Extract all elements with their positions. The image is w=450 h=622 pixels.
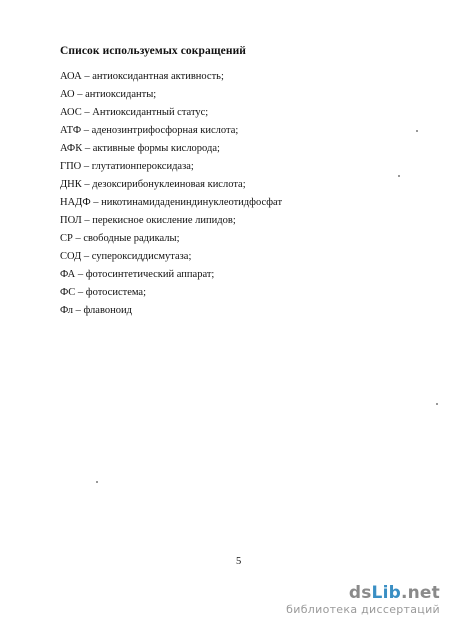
scan-speck bbox=[96, 481, 98, 483]
list-item: ГПО – глутатионпероксидаза; bbox=[60, 161, 194, 172]
list-item: СР – свободные радикалы; bbox=[60, 233, 180, 244]
list-item: ФС – фотосистема; bbox=[60, 287, 147, 298]
scan-speck bbox=[416, 130, 418, 132]
abbreviation-list bbox=[60, 68, 420, 320]
page-title: Список используемых сокращений bbox=[60, 45, 247, 57]
watermark-logo bbox=[286, 583, 440, 603]
watermark-logo-part: ds bbox=[348, 583, 372, 603]
list-item: АФК – активные формы кислорода; bbox=[60, 143, 220, 154]
list-item: АО – антиоксиданты; bbox=[60, 89, 157, 100]
scan-speck bbox=[436, 403, 438, 405]
list-item: АОА – антиоксидантная активность; bbox=[60, 71, 224, 82]
list-item: НАДФ – никотинамидадениндинуклеотидфосфат bbox=[60, 197, 283, 208]
list-item: ФА – фотосинтетический аппарат; bbox=[60, 269, 215, 280]
list-item: ДНК – дезоксирибонуклеиновая кислота; bbox=[60, 179, 246, 190]
list-item: СОД – супероксиддисмутаза; bbox=[60, 251, 192, 262]
list-item: АТФ – аденозинтрифосфорная кислота; bbox=[60, 125, 239, 136]
page-number: 5 bbox=[236, 556, 242, 567]
list-item: ПОЛ – перекисное окисление липидов; bbox=[60, 215, 236, 226]
watermark-subtitle: библиотека диссертаций bbox=[286, 603, 440, 616]
watermark-logo-part: Lib bbox=[371, 583, 401, 603]
scan-speck bbox=[398, 175, 400, 177]
list-item: Фл – флавоноид bbox=[60, 305, 132, 316]
list-item: АОС – Антиоксидантный статус; bbox=[60, 107, 209, 118]
watermark-logo-part: .net bbox=[400, 583, 440, 603]
watermark bbox=[286, 583, 440, 616]
